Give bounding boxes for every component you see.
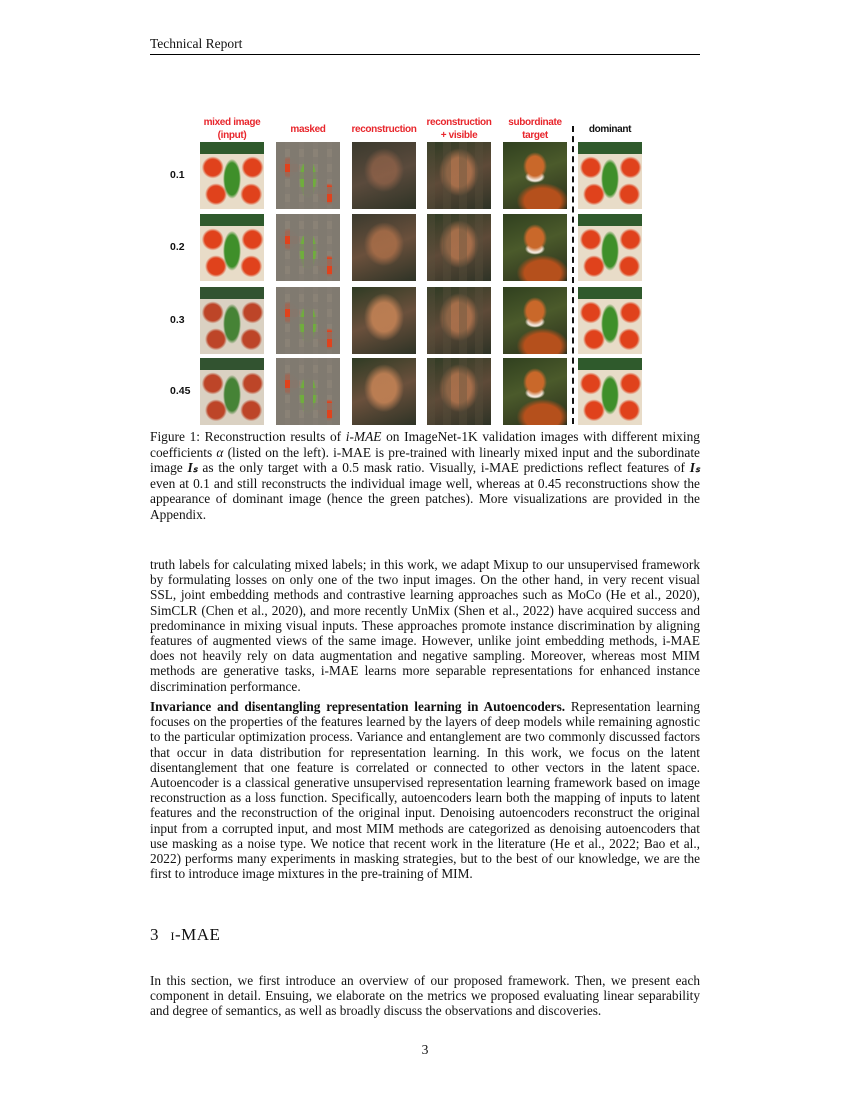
running-header: Technical Report <box>150 36 243 51</box>
header-line: dominant <box>588 124 632 135</box>
paragraph-mixup: truth labels for calculating mixed labels; in this work, we adapt Mixup to our unsupervised framework by formulating losses on only one of the two input images. On the other hand, in very recent visual SSL, joint embedding methods and contrastive learning approaches such as MoCo (He et al., 2020), SimCLR (Chen et al., 2020), and more recently UnMix (Shen et al., 2022) have acquired success and predominance in mixing visual inputs. These approaches promote instance discrimination by aligning features of augmented views of the same image. However, unlike joint embedding methods, i-MAE does not heavily rely on data augmentation and negative sampling. Moreover, whereas most MIM methods are generative tasks, i-MAE learns more separable representations for enhanced instance discrimination performance. <box>150 557 700 694</box>
caption-symbol: Iₛ <box>689 460 700 476</box>
column-header-masked <box>270 123 346 136</box>
figure-1 <box>150 110 700 428</box>
caption-symbol: Iₛ <box>187 460 198 476</box>
section-number: 3 <box>150 925 159 944</box>
mixed-image-image <box>200 214 264 281</box>
subordinate-target-image <box>503 287 567 354</box>
alpha-label: 0.45 <box>170 385 191 397</box>
mixed-image-image <box>200 358 264 425</box>
reconstruction-image <box>352 214 416 281</box>
column-header-mixed-image <box>194 116 270 142</box>
column-header-subordinate-target <box>497 116 573 142</box>
header-line: + visible <box>440 130 478 141</box>
mixed-image-image <box>200 142 264 209</box>
masked-image <box>276 287 340 354</box>
caption-text: on ImageNet-1K validation images with different mixing coefficients <box>150 429 700 460</box>
section-heading <box>150 925 220 945</box>
paragraph-invariance <box>150 699 700 881</box>
alpha-label: 0.3 <box>170 314 185 326</box>
header-line: (input) <box>217 130 247 141</box>
column-header-reconstruction-visible <box>421 116 497 142</box>
masked-image <box>276 358 340 425</box>
alpha-label: 0.1 <box>170 169 185 181</box>
subordinate-target-image <box>503 358 567 425</box>
reconstruction-image <box>352 287 416 354</box>
caption-text: even at 0.1 and still reconstructs the individual image well, whereas at 0.45 reconstructions show the appearance of dominant image (hence the green patches). More visualizations are provided in the Appendix. <box>150 475 700 522</box>
reconstruction-visible-image <box>427 287 491 354</box>
dominant-image <box>578 142 642 209</box>
column-header-reconstruction <box>346 123 422 136</box>
dominant-image <box>578 287 642 354</box>
section-title: i-MAE <box>170 925 221 944</box>
header-line: subordinate <box>508 117 562 128</box>
figure-caption <box>150 429 700 523</box>
caption-text: Figure 1: Reconstruction results of <box>150 429 346 444</box>
column-header-dominant <box>572 123 648 136</box>
mixed-image-image <box>200 287 264 354</box>
reconstruction-visible-image <box>427 214 491 281</box>
paragraph-heading: Invariance and disentangling representation learning in Autoencoders. <box>150 699 566 714</box>
reconstruction-image <box>352 142 416 209</box>
header-rule <box>150 54 700 55</box>
page-number: 3 <box>421 1042 429 1057</box>
dashed-divider <box>572 126 574 424</box>
reconstruction-visible-image <box>427 142 491 209</box>
caption-text: (listed on the left). i-MAE is pre-trained with linearly mixed input and the subordinate image <box>150 444 700 476</box>
masked-image <box>276 142 340 209</box>
masked-image <box>276 214 340 281</box>
header-line: masked <box>290 124 326 135</box>
subordinate-target-image <box>503 142 567 209</box>
header-line: reconstruction <box>426 117 492 128</box>
reconstruction-visible-image <box>427 358 491 425</box>
subordinate-target-image <box>503 214 567 281</box>
dominant-image <box>578 214 642 281</box>
caption-text: as the only target with a 0.5 mask ratio. Visually, i-MAE predictions reflect features of <box>197 460 690 476</box>
alpha-label: 0.2 <box>170 241 185 253</box>
paragraph-overview: In this section, we first introduce an overview of our proposed framework. Then, we present each component in detail. Ensuing, we elaborate on the metrics we proposed evaluating linear separability and degree of semantics, as well as broadly discuss the observations and discoveries. <box>150 973 700 1019</box>
reconstruction-image <box>352 358 416 425</box>
paragraph-text: Representation learning focuses on the properties of the features learned by the layers of deep models while remaining agnostic to the particular optimization process. Variance and entanglement are two commonly discussed factors that occur in data distribution for representation learning. In this work, we focus on the latent disentanglement that one feature is correlated or connected to other vectors in the latent space. Autoencoder is a classical generative unsupervised representation learning framework based on image reconstruction as a loss function. Specifically, autoencoders learn both the mapping of inputs to latent features and the reconstruction of the original input. Denoising autoencoders reconstruct the original input from a corrupted input, and most MIM methods are categorized as denoising autoencoders that use masking as a noise type. We notice that recent work in the literature (He et al., 2022; Bao et al., 2022) performs many experiments in masking strategies, but to the best of our knowledge, we are the first to introduce image mixtures in the pre-training of MIM. <box>150 699 700 882</box>
header-line: reconstruction <box>351 124 417 135</box>
header-line: mixed image <box>203 117 261 128</box>
dominant-image <box>578 358 642 425</box>
header-line: target <box>522 130 548 141</box>
caption-model: i-MAE <box>345 429 382 444</box>
caption-alpha: α <box>216 444 224 460</box>
